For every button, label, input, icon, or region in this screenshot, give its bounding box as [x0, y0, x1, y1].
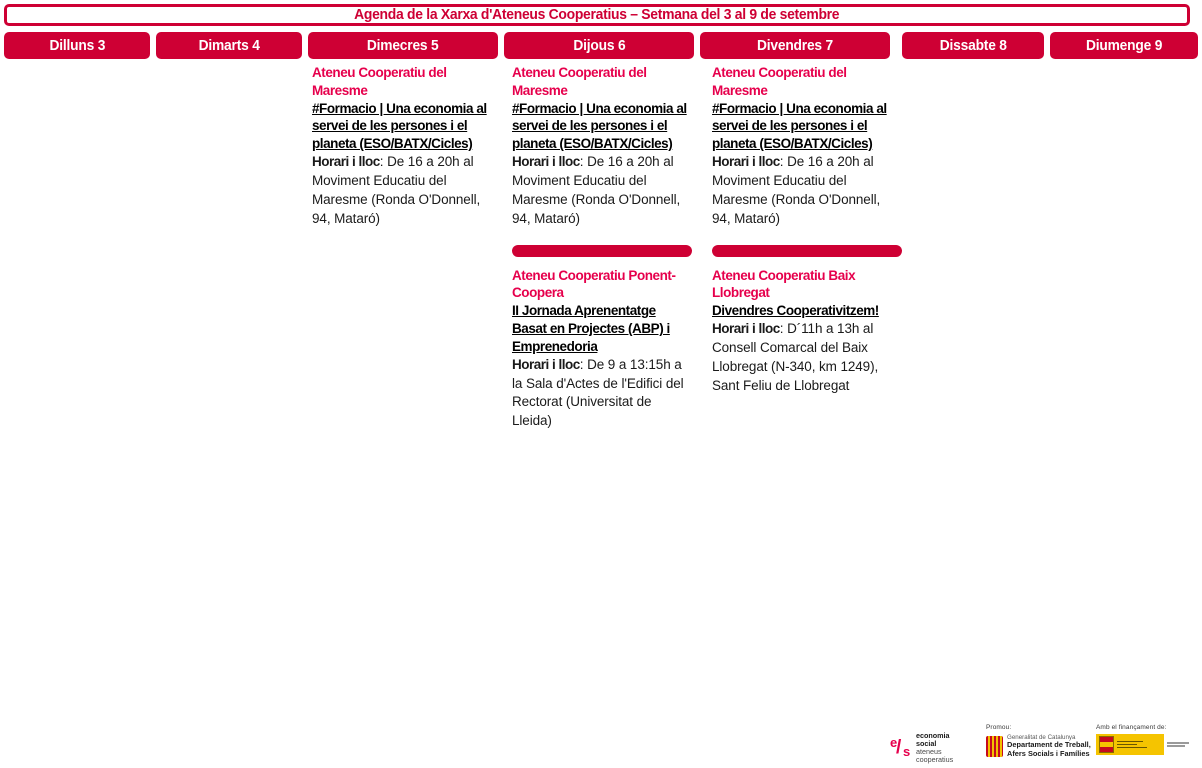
- promou-logo-block: [986, 724, 1091, 759]
- financament-label: Amb el finançament de:: [1096, 724, 1167, 731]
- day-header-label: Diumenge 9: [1085, 37, 1163, 54]
- event-title-link[interactable]: #Formacio | Una economia al servei de les persones i el planeta (ESO/BATX/Cicles): [312, 100, 487, 152]
- event-separator-bar: [712, 245, 902, 257]
- day-header-label: Dijous 6: [572, 37, 626, 54]
- generalitat-line-1: Generalitat de Catalunya: [1007, 734, 1076, 741]
- generalitat-line-2: Departament de Treball,: [1007, 740, 1091, 750]
- es-line-4: cooperatius: [916, 755, 954, 765]
- agenda-column-3: [312, 64, 492, 229]
- ministerio-text-lines: [1117, 741, 1147, 749]
- event-card[interactable]: [712, 64, 902, 229]
- event-card[interactable]: [712, 267, 902, 396]
- event-details-label: Horari i lloc: [512, 154, 580, 170]
- event-details: [512, 356, 692, 432]
- financament-logo-block: [1096, 724, 1196, 755]
- economia-social-logo: [890, 732, 953, 764]
- ministerio-logo-icon: [1096, 734, 1196, 755]
- event-card[interactable]: [512, 267, 692, 432]
- es-mark-e: e: [890, 735, 898, 751]
- day-header-row: [4, 32, 1198, 59]
- event-title-link[interactable]: #Formacio | Una economia al servei de les persones i el planeta (ESO/BATX/Cicles): [712, 100, 887, 152]
- event-title-link[interactable]: #Formacio | Una economia al servei de les persones i el planeta (ESO/BATX/Cicles): [512, 100, 687, 152]
- secondary-mark-icon: [1164, 734, 1196, 755]
- event-separator-bar: [512, 245, 692, 257]
- day-header-label: Dissabte 8: [939, 37, 1007, 54]
- promou-label: Promou:: [986, 724, 1012, 731]
- event-details-text: : De 16 a 20h al Moviment Educatiu del Maresme (Ronda O'Donnell, 94, Mataró): [312, 154, 481, 226]
- event-organizer: Ateneu Cooperatiu del Maresme: [312, 65, 447, 98]
- es-line-1: economia: [916, 731, 950, 740]
- event-details-text: : De 16 a 20h al Moviment Educatiu del Maresme (Ronda O'Donnell, 94, Mataró): [512, 154, 681, 226]
- agenda-columns: [4, 64, 1198, 704]
- es-mark-slash: /: [896, 737, 902, 759]
- day-header-2[interactable]: [156, 32, 302, 59]
- event-title-link[interactable]: II Jornada Aprenentatge Basat en Projectes (ABP) i Emprenedoria: [512, 303, 670, 354]
- event-details-text: : D´11h a 13h al Consell Comarcal del Baix Llobregat (N-340, km 1249), Sant Feliu de Llobregat: [712, 321, 879, 393]
- economia-social-mark-icon: [890, 736, 912, 760]
- agenda-column-5: [712, 64, 902, 396]
- day-header-7[interactable]: [1050, 32, 1198, 59]
- es-line-2: social: [916, 739, 937, 749]
- event-organizer: Ateneu Cooperatiu del Maresme: [712, 65, 847, 98]
- day-header-5[interactable]: [700, 32, 890, 59]
- event-details: [312, 153, 492, 229]
- day-header-4[interactable]: [504, 32, 694, 59]
- event-card[interactable]: [312, 64, 492, 229]
- event-organizer: Ateneu Cooperatiu Ponent-Coopera: [512, 267, 676, 301]
- event-details-label: Horari i lloc: [512, 356, 580, 372]
- event-details-text: : De 9 a 13:15h a la Sala d'Actes de l'Edifici del Rectorat (Universitat de Lleida): [512, 356, 684, 429]
- day-header-label: Dimarts 4: [198, 37, 260, 54]
- generalitat-shield-icon: [986, 736, 1003, 757]
- es-line-3: ateneus: [916, 747, 942, 757]
- event-organizer: Ateneu Cooperatiu del Maresme: [512, 65, 647, 98]
- agenda-title-bar: [4, 4, 1190, 26]
- day-header-1[interactable]: [4, 32, 150, 59]
- agenda-column-4: [512, 64, 692, 431]
- event-details: [512, 153, 692, 229]
- event-details: [712, 153, 902, 229]
- day-header-label: Dimecres 5: [367, 37, 439, 54]
- generalitat-line-3: Afers Socials i Famílies: [1007, 749, 1090, 759]
- event-card[interactable]: [512, 64, 692, 229]
- event-details-label: Horari i lloc: [712, 154, 780, 170]
- day-header-3[interactable]: [308, 32, 498, 59]
- es-mark-s: s: [903, 744, 911, 760]
- day-header-label: Dilluns 3: [49, 37, 105, 54]
- event-details-label: Horari i lloc: [312, 154, 380, 170]
- event-title-link[interactable]: Divendres Cooperativitzem!: [712, 303, 879, 319]
- event-details: [712, 320, 902, 396]
- event-details-label: Horari i lloc: [712, 321, 780, 337]
- spain-crest-icon: [1099, 736, 1114, 753]
- footer-logos: [890, 718, 1202, 768]
- day-header-6[interactable]: [902, 32, 1044, 59]
- event-organizer: Ateneu Cooperatiu Baix Llobregat: [712, 267, 856, 301]
- event-details-text: : De 16 a 20h al Moviment Educatiu del Maresme (Ronda O'Donnell, 94, Mataró): [712, 154, 881, 226]
- day-header-label: Divendres 7: [756, 37, 833, 54]
- page-title: Agenda de la Xarxa d'Ateneus Cooperatius – Setmana del 3 al 9 de setembre: [354, 7, 840, 23]
